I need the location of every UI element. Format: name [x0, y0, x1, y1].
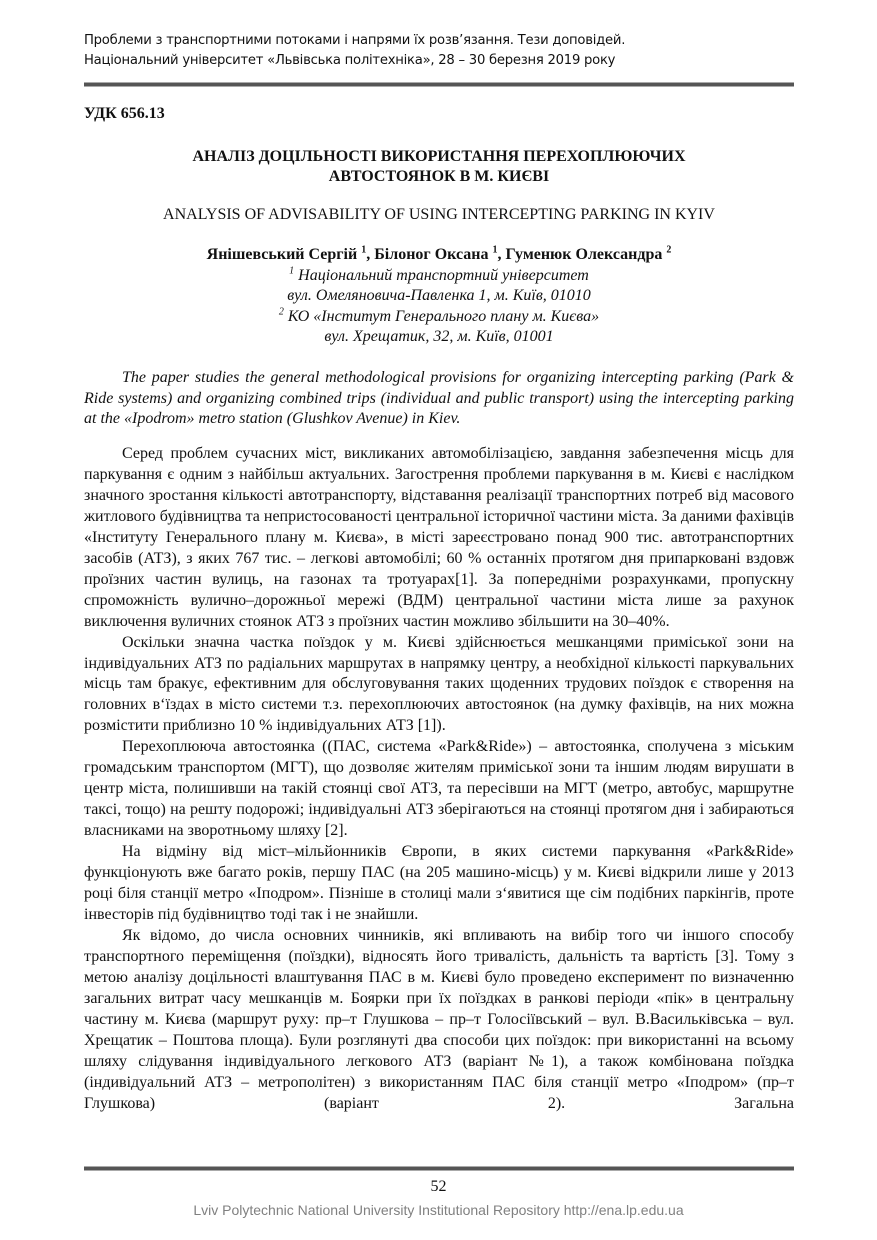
- header-line-1: Проблеми з транспортними потоками і напрями їх розв’язання. Тези доповідей.: [84, 33, 626, 48]
- title-line-1: АНАЛІЗ ДОЦІЛЬНОСТІ ВИКОРИСТАННЯ ПЕРЕХОПЛЮЮЧИХ: [192, 148, 686, 165]
- affiliation-mark: 2: [278, 306, 284, 318]
- affiliation-mark: 1: [289, 265, 295, 277]
- author-name: Гуменюк Олександра: [505, 246, 663, 263]
- udk-code: УДК 656.13: [84, 105, 165, 122]
- affiliation-address: вул. Хрещатик, 32, м. Київ, 01001: [324, 328, 554, 345]
- footer-rule: [84, 1166, 794, 1171]
- affiliation-name: Національний транспортний університет: [298, 266, 589, 284]
- author-affiliation-mark: 1: [361, 244, 367, 256]
- affiliation: [84, 266, 794, 287]
- paragraph: Серед проблем сучасних міст, викликаних автомобілізацією, завдання забезпечення місць для паркування є одним з найбільш актуальних. Загострення проблеми паркування в м. Києві є наслідком значного зростання кількості автотранспорту, відставання реалізації транспортних потреб від масового житлового будівництва та непристосованості центральної історичної частини міста. За даними фахівців «Інституту Генерального плану м. Києва», в місті зареєстровано понад 900 тис. автотранспортних засобів (АТЗ), з яких 767 тис. – легкові автомобілі; 60 % останніх протягом дня припарковані вздовж проїзних частин вулиць, на газонах та тротуарах[1]. За попередніми розрахунками, пропускну спроможність вулично–дорожньої мережі (ВДМ) центральної частини міста лише за рахунок виключення вуличних стоянок АТЗ з проїзних частин можливо збільшити на 30–40%.: [84, 445, 794, 630]
- affiliation-name: КО «Інститут Генерального плану м. Києва»: [287, 307, 600, 325]
- abstract: The paper studies the general methodological provisions for organizing intercepting parking (Park & Ride systems) and organizing combined trips (individual and public transport) using the intercepting parking at the «Ipodrom» metro station (Glushkov Avenue) in Kiev.: [84, 369, 794, 427]
- page-number: 52: [430, 1178, 447, 1195]
- author-affiliation-mark: 2: [666, 244, 672, 256]
- author-list: Янішевський Сергій $^1$, Білоног Оксана $^1$, Гуменюк Олександра $^2$: [206, 244, 672, 263]
- affiliation: [84, 307, 794, 328]
- header-rule: [84, 82, 794, 87]
- paragraph: Перехоплююча автостоянка ((ПАС, система «Park&Ride») – автостоянка, сполучена з міським громадським транспортом (МГТ), що дозволяє жителям приміської зони та іншим людям вирушати в центр міста, полишивши на такій стоянці свої АТЗ, та пересівши на МГТ (метро, автобус, маршрутне таксі, тощо) на решту подорожі; індивідуальні АТЗ зберігаються на стоянці протягом дня і забираються власниками на зворотньому шляху [2].: [84, 738, 794, 840]
- running-header: [84, 31, 625, 71]
- author-name: Янішевський Сергій: [206, 246, 358, 263]
- paragraph: На відміну від міст–мільйонників Європи, в яких системи паркування «Park&Ride» функціонують вже багато років, першу ПАС (на 205 машино-місць) у м. Києві відкрили лише у 2013 році біля станції метро «Іподром». Пізніше в столиці мали з‘явитися ще сім подібних паркінгів, проте інвесторів під будівництво тоді так і не знайшли.: [84, 843, 794, 923]
- authors-block: [84, 245, 794, 348]
- paragraph: Оскільки значна частка поїздок у м. Києві здійснюється мешканцями приміської зони на індивідуальних АТЗ по радіальних маршрутах в напрямку центру, а необхідної кількості паркувальних місць там бракує, ефективним для обслуговування таких щоденних трудових поїздок є створення на головних в‘їздах в місто системи т.з. перехоплюючих автостоянок (на думку фахівців, на них можна розмістити приблизно 10 % індивідуальних АТЗ [1]).: [84, 633, 794, 735]
- author-affiliation-mark: 1: [492, 244, 498, 256]
- body-text: [84, 444, 794, 1115]
- header-line-2: Національний університет «Львівська політехніка», 28 – 30 березня 2019 року: [84, 53, 616, 68]
- title-line-2: АВТОСТОЯНОК В М. КИЄВІ: [328, 168, 550, 185]
- paragraph: Як відомо, до числа основних чинників, які впливають на вибір того чи іншого способу транспортного переміщення (поїздки), відносять його тривалість, дальність та вартість [3]. Тому з метою аналізу доцільності влаштування ПАС в м. Києві було проведено експеримент по визначенню загальних витрат часу мешканців м. Боярки при їх поїздках в ранкові періоди «пік» в центральну частину м. Києва (маршрут руху: пр–т Глушкова – пр–т Голосіївський – вул. В.Васильківська – вул. Хрещатик – Поштова площа). Були розглянуті два способи цих поїздок: при використанні на всьому шляху слідування індивідуального легкового АТЗ (варіант №1), а також комбінована поїздка (індивідуальний АТЗ – метрополітен) з використанням ПАС біля станції метро «Іподром» (пр–т Глушкова) (варіант 2). Загальна: [84, 926, 794, 1112]
- paper-title: [84, 147, 794, 187]
- affiliation-address: вул. Омеляновича-Павленка 1, м. Київ, 01010: [287, 287, 591, 304]
- repository-watermark: Lviv Polytechnic National University Institutional Repository http://ena.lp.edu.ua: [193, 1202, 684, 1218]
- author-name: Білоног Оксана: [374, 246, 489, 263]
- paper-title-english: ANALYSIS OF ADVISABILITY OF USING INTERCEPTING PARKING IN KYIV: [163, 206, 715, 223]
